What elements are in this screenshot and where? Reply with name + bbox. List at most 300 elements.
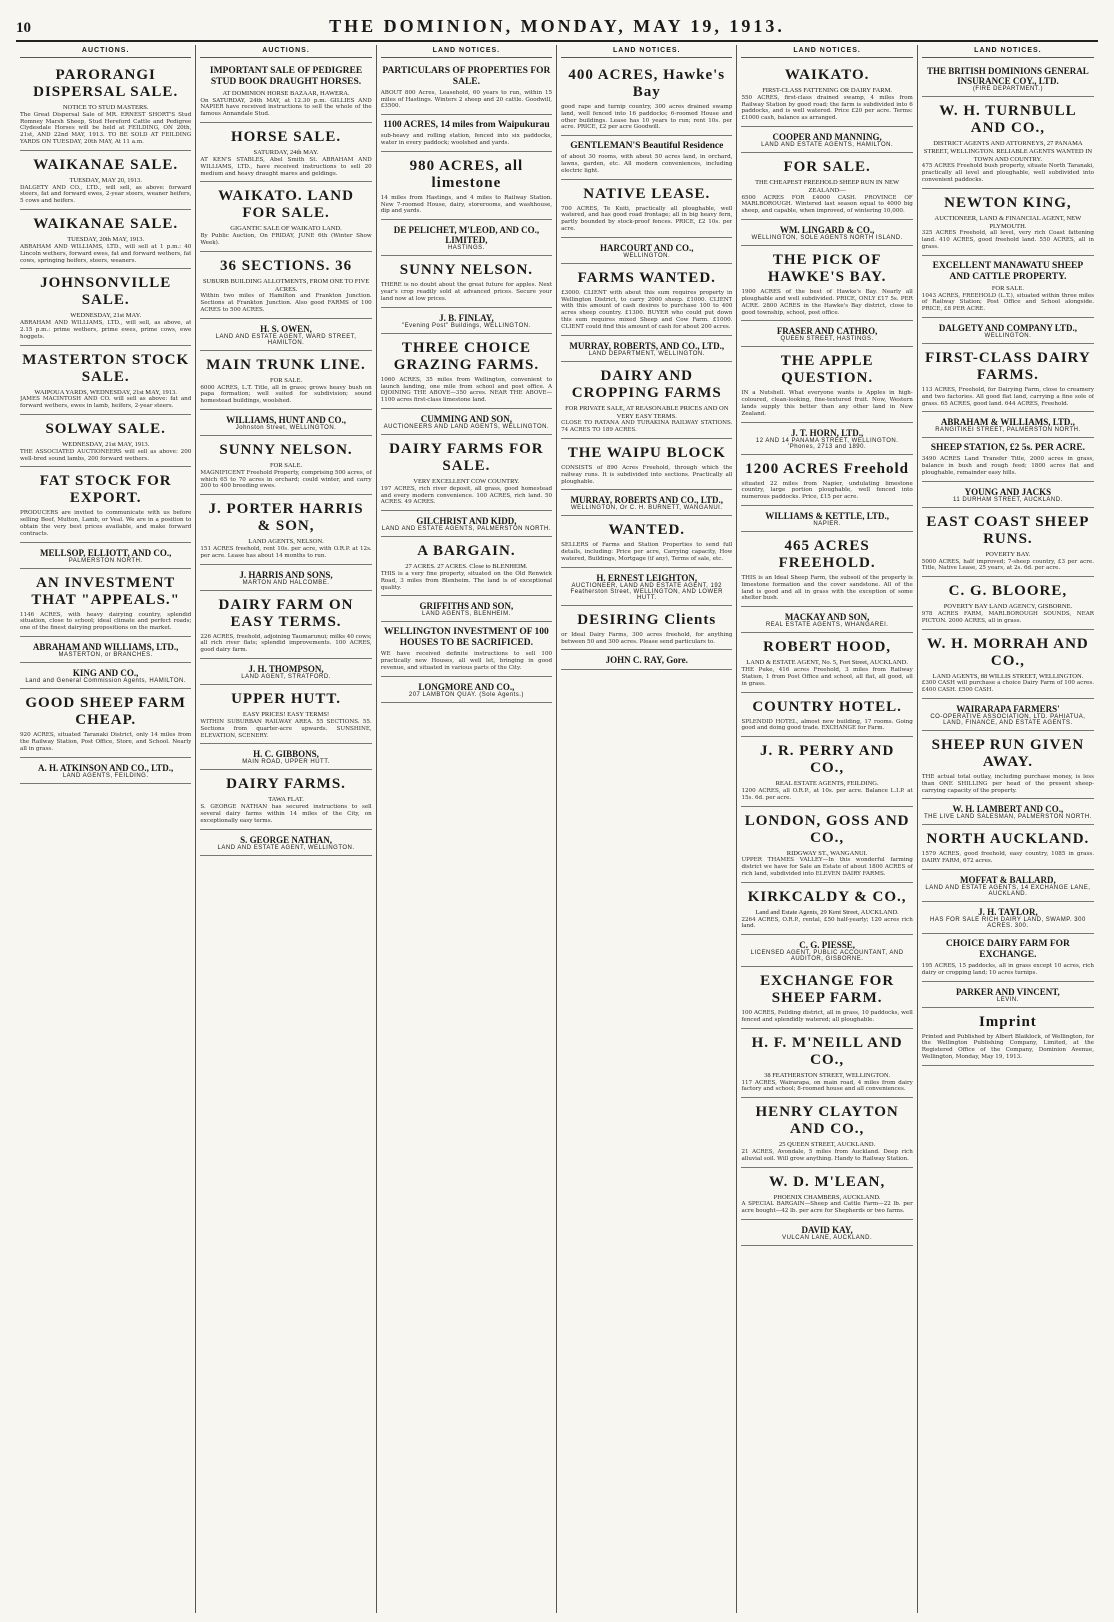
- advertiser-name: H. ERNEST LEIGHTON,: [596, 572, 698, 583]
- advert-headline: WAIKANAE SALE.: [33, 216, 179, 233]
- advertisement: [20, 210, 191, 269]
- advertisement: [741, 693, 912, 738]
- advertiser-name: H. C. GIBBONS,: [253, 749, 319, 760]
- advert-subheading: POVERTY BAY.: [985, 550, 1031, 558]
- advertisement: [381, 677, 552, 703]
- advert-subheading: SATURDAY, 24th MAY.: [253, 149, 319, 157]
- advert-subheading: TUESDAY, 20th MAY, 1913.: [67, 236, 145, 244]
- advertiser-address: 11 DURHAM STREET, AUCKLAND.: [953, 496, 1063, 503]
- advertiser-address: LAND AGENT, STRATFORD.: [241, 674, 331, 681]
- advert-headline: MAIN TRUNK LINE.: [206, 356, 366, 373]
- advertisement: [741, 935, 912, 967]
- column-5: [737, 45, 917, 1613]
- advertisement: [922, 482, 1094, 508]
- advertisement: [922, 731, 1094, 799]
- advert-body-text: THE Puke, 416 acres Freehold, 3 miles from Railway Station, 1 from Post Office and school, all flat, all good, all in grass.: [741, 667, 913, 687]
- advertisement: [561, 568, 732, 606]
- advert-body-text: IN a Nutshell. What everyone wants is Apples in high-coloured, clean-looking, fine-textured fruit. Now, Western lands supply this better than any other land in New Zealand.: [741, 390, 913, 417]
- advert-body-text: £300 CASH will purchase a choice Dairy Farm of 100 acres. £400 CASH. £500 CASH.: [921, 680, 1094, 694]
- advertiser-name: WAIRARAPA FARMERS': [956, 704, 1060, 714]
- advert-subheading: TUESDAY, MAY 20, 1913.: [69, 176, 142, 184]
- section-header-land-notices: LAND NOTICES.: [741, 45, 912, 58]
- advertisement: [922, 577, 1094, 629]
- advertisement: [381, 61, 552, 115]
- advert-subheading: 25 QUEEN STREET, AUCKLAND.: [779, 1141, 876, 1149]
- advert-headline: DAIRY FARMS.: [226, 776, 346, 793]
- advertiser-name: LONGMORE AND CO.,: [418, 681, 515, 692]
- advert-headline: FARMS WANTED.: [577, 269, 716, 286]
- advert-headline: DAIRY AND CROPPING FARMS: [571, 367, 722, 401]
- advert-body-text: 3490 ACRES Land Transfer Title, 2000 acres in grass, balance in bush and rough feed; 1800 acres flat and ploughable, remainder easy hills.: [921, 456, 1094, 476]
- advertiser-name: WM. LINGARD & CO.,: [779, 225, 875, 236]
- advertisement: [561, 264, 732, 336]
- advert-body-text: 1900 ACRES of the best of Hawke's Bay. Nearly all ploughable and well subdivided. PRICE, ONLY £17 5s. PER ACRE. 2800 ACRES in the Hawke's Bay district, close to good township, school, post office.: [741, 289, 913, 316]
- advert-headline: THE APPLE QUESTION.: [780, 353, 874, 387]
- advert-body-text: 197 ACRES, rich river deposit, all grass, good homestead and every modern convenience. 100 ACRES, rich land. 50 ACRES. 49 ACRES.: [380, 485, 553, 506]
- advert-headline: DAIRY FARMS FOR SALE.: [389, 440, 544, 474]
- advert-subheading: 38 FEATHERSTON STREET, WELLINGTON.: [764, 1071, 891, 1079]
- advert-headline: THREE CHOICE GRAZING FARMS.: [393, 339, 540, 373]
- advert-body-text: 325 ACRES Freehold, all level, very rich Coast fattening land. 410 ACRES, good freehold land. 550 ACRES, all in grass.: [921, 230, 1094, 251]
- advertisement: [381, 334, 552, 409]
- advert-body-text: 1146 ACRES, with heavy dairying country, splendid situation, close to school; ideal climate and perfect roads; one of the finest dairying propositions on the market.: [20, 611, 192, 632]
- advert-headline: PARORANGI DISPERSAL SALE.: [33, 67, 179, 100]
- advert-body-text: 978 ACRES FARM, MARLBOROUGH SOUNDS, NEAR PICTON. 2000 ACRES, all in grass.: [921, 610, 1094, 624]
- advert-body-text: 1060 ACRES, 35 miles from Wellington, convenient to launch landing, one mile from school and post office. A DJOINING THE ABOVE—350 acres. NEAR THE ABOVE—1100 acres first-class limestone land.: [380, 376, 553, 404]
- advertisement: [381, 435, 552, 511]
- advertisement: [741, 807, 912, 883]
- advertisement: [561, 180, 732, 238]
- advertisement: [200, 61, 371, 123]
- advertiser-address: LEVIN.: [996, 996, 1019, 1003]
- advertisement: [561, 516, 732, 567]
- advert-subheading: WEDNESDAY, 21st MAY.: [70, 312, 142, 320]
- advertisement: [561, 336, 732, 362]
- advertisement: [561, 606, 732, 651]
- advert-body-text: 226 ACRES, freehold, adjoining Taumarunui; milks 40 cows; all rich river flats; splendid improvements. 100 ACRES, good dairy farm.: [200, 633, 372, 654]
- advertisement: [922, 189, 1094, 256]
- advertisement: [200, 182, 371, 251]
- advert-body-text: THE actual total outlay, including purchase money, is less than ONE SHILLING per head of the present sheep-carrying capacity of the property.: [921, 774, 1094, 794]
- advert-subheading: FOR SALE.: [991, 284, 1024, 292]
- advert-subheading: FOR SALE.: [269, 462, 303, 469]
- section-header-land-notices: LAND NOTICES.: [922, 45, 1094, 58]
- advertiser-name: JOHN C. RAY, Gore.: [605, 655, 688, 666]
- advertisement: [741, 347, 912, 422]
- advertisement: [741, 220, 912, 246]
- advert-subheading: FIRST-CLASS FATTENING OR DAIRY FARM.: [762, 87, 893, 94]
- advert-headline: W. D. M'LEAN,: [769, 1173, 886, 1190]
- advertisement: [200, 770, 371, 829]
- advert-headline: SHEEP STATION, £2 5s. PER ACRE.: [930, 443, 1086, 454]
- advertisement: [200, 351, 371, 410]
- advert-headline: DAIRY FARM ON EASY TERMS.: [218, 596, 354, 630]
- advertiser-name: MURRAY, ROBERTS AND CO., LTD.,: [570, 495, 723, 506]
- advertiser-address: REAL ESTATE AGENTS, WHANGAREI.: [765, 622, 889, 629]
- advertisement: [741, 967, 912, 1029]
- advert-body-text: The Great Dispersal Sale of MR. ERNEST SHORT'S Stud Romney Marsh Sheep, Stud Hereford Cattle and Pedigree Clydesdale Horses will be held at FEILDING, ON 20th, 21st, AND 22nd MAY, 1913. TO BE SOLD AT FEILDING YARDS ON TUESDAY, 20th MAY, At 11 a.m.: [20, 111, 192, 146]
- advert-headline: THE PICK OF HAWKE'S BAY.: [767, 252, 887, 286]
- advert-headline: SOLWAY SALE.: [45, 420, 166, 437]
- advertisement: [20, 415, 191, 467]
- advertisement: [741, 321, 912, 347]
- advertisement: [561, 439, 732, 490]
- advertisement: [381, 152, 552, 220]
- advert-headline: CHOICE DAIRY FARM FOR EXCHANGE.: [945, 939, 1070, 960]
- advertisement: [922, 982, 1094, 1008]
- advertisement: [922, 1008, 1094, 1066]
- advert-body-text: THIS is a very fine property, situated on the Old Renwick Road, 3 miles from Blenheim. The land is of exceptional quality.: [380, 570, 553, 591]
- advertisement: [20, 569, 191, 637]
- columns: [16, 45, 1098, 1613]
- advert-body-text: MAGNIFICENT Freehold Property, comprising 500 acres, of which 65 to 70 acres in orchard; could winter, and carry 200 to 400 breeding ewes.: [200, 469, 372, 490]
- advertisement: [200, 123, 371, 182]
- advertiser-name: DAVID KAY,: [801, 1225, 853, 1236]
- advertisement: [381, 511, 552, 537]
- advertisement: [741, 455, 912, 506]
- advertiser-address: 207 LAMBTON QUAY. (Sole Agents.): [408, 691, 524, 698]
- advert-body-text: SELLERS of Farms and Station Properties to send full details, including: Price per acre, Carrying capacity, How watered, Buildings, Mortgage (if any), Terms of sale, etc.: [561, 542, 733, 563]
- advert-headline: EXCELLENT MANAWATU SHEEP AND CATTLE PROPERTY.: [932, 260, 1084, 282]
- advert-body-text: 1043 ACRES, FREEHOLD (L.T.), situated within three miles of Railway Station; Post Office and School alongside. PRICE, £8 PER ACRE.: [921, 292, 1094, 313]
- advertisement: [741, 883, 912, 935]
- advert-headline: NEWTON KING,: [944, 194, 1072, 211]
- advertiser-name: ABRAHAM & WILLIAMS, LTD.,: [940, 417, 1075, 428]
- advert-headline: LONDON, GOSS AND CO.,: [744, 812, 910, 846]
- advertisement: [741, 607, 912, 633]
- advertiser-address: HASTINGS.: [447, 245, 485, 252]
- advert-body-text: Within two miles of Hamilton and Frankton Junction. Sections at Frankton Junction. Also good FARMS of 100 ACRES to 500 ACRES.: [200, 293, 372, 313]
- section-header-land-notices: LAND NOTICES.: [561, 45, 732, 58]
- section-header-auctions: AUCTIONS.: [200, 45, 371, 58]
- advertiser-name: ABRAHAM AND WILLIAMS, LTD.,: [32, 642, 179, 653]
- advertiser-name: COOPER AND MANNING,: [772, 132, 882, 143]
- advertisement: [381, 220, 552, 256]
- advert-body-text: Printed and Published by Albert Blaiklock, of Wellington, for the Wellington Publishing Company, Limited, at the Registered Office of the Company, Dominion Avenue, Wellington, Monday, May 19, 1913.: [921, 1033, 1094, 1060]
- advert-body-text: 5000 ACRES, half improved; 7-sheep country, £3 per acre. Title, Native Lease, 25 years, at 2s. 6d. per acre.: [921, 558, 1094, 572]
- advertiser-address: NAPIER.: [813, 521, 841, 528]
- advert-subheading: TAWA FLAT.: [268, 796, 304, 804]
- advertiser-address: WELLINGTON, SOLE AGENTS NORTH ISLAND.: [751, 235, 903, 242]
- advertisement: [561, 490, 732, 516]
- advertisement: [561, 61, 732, 136]
- advert-body-text: THIS is an Ideal Sheep Farm, the subsoil of the property is limestone formation and the cover sandstone. All of the land is good and all in grass with the exception of some shelter bush.: [741, 575, 913, 602]
- advertiser-address: RANGITIKEI STREET, PALMERSTON NORTH.: [935, 427, 1081, 434]
- advertiser-address: AUCTIONEER, LAND AND ESTATE AGENT, 192 Featherston Street, WELLINGTON, AND LOWER HUTT.: [570, 582, 723, 601]
- advert-headline: FAT STOCK FOR EXPORT.: [39, 473, 172, 507]
- advertiser-name: HARCOURT AND CO.,: [599, 242, 694, 253]
- advert-headline: 980 ACRES, all limestone: [409, 157, 524, 191]
- advertiser-name: DE PELICHET, M'LEOD, AND CO., LIMITED,: [393, 225, 540, 246]
- advertiser-address: 12 AND 14 PANAMA STREET, WELLINGTON. 'Phones, 2713 and 1890.: [755, 437, 899, 450]
- advert-subheading: LAND AGENTS, 88 WILLIS STREET, WELLINGTON.: [932, 672, 1084, 680]
- advert-body-text: CONSISTS of 890 Acres Freehold, through which the railway runs. It is subdivided into sections. Practically all ploughable.: [561, 464, 733, 485]
- page-number: 10: [16, 20, 31, 36]
- advertisement: [741, 423, 912, 455]
- advert-body-text: ABRAHAM AND WILLIAMS, LTD., will sell, as above, at 2.15 p.m.: prime wethers, prime ewes, prime cows, ewe hoggets.: [20, 320, 192, 340]
- advertiser-address: LAND AND ESTATE AGENT, WELLINGTON.: [217, 844, 355, 851]
- advertisement: [200, 436, 371, 495]
- advert-subheading: GIGANTIC SALE OF WAIKATO LAND.: [230, 225, 342, 233]
- advertiser-address: LAND AND ESTATE AGENT, WARD STREET, HAMILTON.: [215, 333, 357, 346]
- advertisement: [741, 1029, 912, 1098]
- advertiser-name: YOUNG AND JACKS: [964, 486, 1052, 497]
- advert-headline: SUNNY NELSON.: [219, 442, 353, 458]
- advertisement: [922, 318, 1094, 344]
- advertisement: [741, 61, 912, 127]
- advertisement: [200, 830, 371, 856]
- advert-headline: JOHNSONVILLE SALE.: [40, 275, 172, 309]
- advertiser-address: AUCTIONEERS AND LAND AGENTS, WELLINGTON.: [383, 423, 550, 430]
- advert-subheading: DISTRICT AGENTS AND ATTORNEYS, 27 PANAMA STREET, WELLINGTON. RELIABLE AGENTS WANTED IN TOWN AND COUNTRY.: [923, 140, 1093, 163]
- advertisement: [200, 685, 371, 744]
- column-4: [557, 45, 737, 1613]
- advert-headline: 36 SECTIONS. 36: [219, 257, 353, 274]
- advertiser-name: MURRAY, ROBERTS, AND CO., LTD.,: [569, 340, 725, 351]
- advertisement: [381, 409, 552, 435]
- advertisement: [381, 308, 552, 334]
- advert-headline: SHEEP RUN GIVEN AWAY.: [931, 737, 1085, 770]
- advert-headline: AN INVESTMENT THAT "APPEALS.": [31, 574, 180, 608]
- advertisement: [922, 344, 1094, 412]
- advertiser-address: HAS FOR SALE RICH DAIRY LAND, SWAMP. 300 ACRES. 300.: [929, 917, 1086, 930]
- advert-body-text: good rape and turnip country, 300 acres drained swamp land, well fenced into 16 paddocks; 6-roomed House and other buildings. Lease has 10 years to run; rent 10s. per acre. PRICE, £2 per acre Goodwill.: [561, 104, 733, 131]
- advert-body-text: SPLENDID HOTEL, almost new building, 17 rooms. Going good and doing good trade. EXCHANGE for Farm.: [741, 718, 913, 732]
- advert-headline: NORTH AUCKLAND.: [926, 831, 1090, 848]
- advert-subheading: AUCTIONEER, LAND & FINANCIAL AGENT, NEW PLYMOUTH.: [934, 214, 1082, 230]
- advert-headline: NATIVE LEASE.: [583, 185, 711, 202]
- advertisement: [200, 565, 371, 591]
- advert-headline: IMPORTANT SALE OF PEDIGREE STUD BOOK DRAUGHT HORSES.: [209, 66, 363, 87]
- advert-body-text: PRODUCERS are invited to communicate with us before selling Beef, Mutton, Lamb, or Veal. We are in a position to obtain the very best prices available, and make forward contracts.: [20, 510, 192, 537]
- advert-headline: DESIRING Clients: [577, 611, 717, 628]
- advert-headline: H. F. M'NEILL AND CO.,: [751, 1034, 903, 1068]
- advertisement: [200, 252, 371, 319]
- advertiser-name: J. H. TAYLOR,: [978, 907, 1038, 918]
- advertiser-name: PARKER AND VINCENT,: [956, 986, 1060, 997]
- advert-subheading: EASY PRICES! EASY TERMS!: [242, 711, 330, 719]
- advertiser-address: (FIRE DEPARTMENT.): [972, 86, 1043, 92]
- advert-headline: 400 ACRES, Hawke's Bay: [568, 67, 726, 100]
- advert-body-text: sub-heavy and rolling station, fenced into six paddocks, water in every paddock; woolshed and yards.: [380, 133, 553, 147]
- advertisement: [200, 495, 371, 564]
- advert-body-text: 117 ACRES, Wairarapa, on main road, 4 miles from dairy factory and school; 8-roomed house and all conveniences.: [741, 1079, 913, 1093]
- advertiser-address: CO-OPERATIVE ASSOCIATION, LTD. PAHIATUA, LAND, FINANCE, AND ESTATE AGENTS.: [930, 714, 1086, 726]
- advert-body-text: 2264 ACRES, O.R.P., rental, £50 half-yearly; 120 acres rich land.: [741, 916, 913, 930]
- advert-subheading: FOR SALE.: [269, 376, 303, 384]
- advertiser-name: CUMMING AND SON,: [420, 413, 513, 424]
- advert-headline: SUNNY NELSON.: [399, 262, 534, 279]
- advert-body-text: ABOUT 800 Acres, Leasehold, 60 years to run, within 15 miles of Hastings. Winters 2 sheep and 20 cattle. Goodwill, £3500.: [380, 89, 553, 110]
- advertisement: [20, 663, 191, 689]
- advert-body-text: S. GEORGE NATHAN has secured instructions to sell several dairy farms within 14 miles of the City, on exceptionally easy terms.: [200, 804, 372, 824]
- column-6: [918, 45, 1098, 1613]
- advert-body-text: 14 miles from Hastings, and 4 miles to Railway Station. New 7-roomed House, dairy, storerooms, and washhouse, dip and yards.: [380, 194, 553, 215]
- advertisement: [922, 934, 1094, 981]
- advert-headline: GENTLEMAN'S Beautiful Residence: [570, 141, 724, 152]
- advertiser-name: S. GEORGE NATHAN,: [240, 834, 332, 845]
- masthead-title: THE DOMINION, MONDAY, MAY 19, 1913.: [329, 16, 785, 36]
- advertiser-name: H. S. OWEN,: [260, 323, 312, 334]
- advert-body-text: By Public Auction, On FRIDAY, JUNE 6th (Winter Show Week).: [200, 233, 372, 246]
- advertisement: [200, 319, 371, 351]
- advertiser-name: GILCHRIST AND KIDD,: [416, 516, 517, 527]
- advertisement: [922, 630, 1094, 699]
- advertiser-name: DALGETY AND COMPANY LTD.,: [938, 322, 1077, 333]
- advert-headline: WAIKATO. LAND FOR SALE.: [218, 188, 354, 222]
- advertisement: [561, 238, 732, 264]
- advert-subheading: POVERTY BAY LAND AGENCY, GISBORNE.: [943, 603, 1073, 611]
- advert-body-text: 1579 ACRES, good freehold, easy country, 1085 in grass. DAIRY FARM, 672 acres.: [921, 851, 1094, 865]
- advert-body-text: UPPER THAMES VALLEY—In this wonderful farming district we have for Sale an Estate of about 1800 ACRES of rich land, subdivided into ELEVEN DAIRY FARMS.: [741, 857, 913, 877]
- advertisement: [561, 136, 732, 179]
- advertisement: [922, 256, 1094, 318]
- advert-headline: WELLINGTON INVESTMENT OF 100 HOUSES TO BE SACRIFICED.: [384, 627, 549, 649]
- advert-subheading: WAIPOUA YARDS, WEDNESDAY, 21st MAY, 1913.: [34, 388, 177, 396]
- advertiser-name: MACKAY AND SON,: [784, 612, 870, 623]
- advertisement: [922, 97, 1094, 189]
- advert-headline: MASTERTON STOCK SALE.: [22, 351, 190, 385]
- advertisement: [922, 438, 1094, 481]
- advert-headline: 1200 ACRES Freehold: [745, 460, 909, 477]
- advert-headline: COUNTRY HOTEL.: [752, 698, 902, 715]
- advert-body-text: 151 ACRES freehold, rent 10s. per acre, with O.R.P. at 12s. per acre. Lease has about 14 months to run.: [200, 546, 372, 559]
- advertiser-address: LAND AGENTS, FEILDING.: [62, 772, 149, 779]
- advert-subheading: LAND AGENTS, NELSON.: [248, 538, 324, 546]
- advert-body-text: 475 ACRES Freehold bush property, situate North Taranaki, practically all level and ploughable, well subdivided into convenient paddocks.: [921, 163, 1094, 184]
- advert-headline: HORSE SALE.: [230, 129, 342, 146]
- advertisement: [381, 115, 552, 152]
- advertisement: [741, 127, 912, 153]
- advertisement: [922, 508, 1094, 577]
- advertiser-name: FRASER AND CATHRO,: [776, 326, 878, 337]
- advert-body-text: A SPECIAL BARGAIN—Sheep and Cattle Farm—22 lb. per acre bought—42 lb. per acre for Shepherds or two farms.: [741, 1201, 913, 1215]
- advert-body-text: 550 ACRES, first-class drained swamp, 4 miles from Railway Station by good road; the farm is subdivided into 6 paddocks, and is well watered. Price £20 per acre. Terms: £1000 cash, balance as arranged.: [741, 94, 913, 122]
- advertisement: [561, 362, 732, 439]
- advertiser-name: W. H. LAMBERT AND CO.,: [952, 804, 1064, 815]
- advert-headline: HENRY CLAYTON AND CO.,: [755, 1104, 899, 1138]
- advert-body-text: 6500 ACRES FOR £4000 CASH. PROVINCE OF MARLBOROUGH. Wintered last season equal to 4000 big sheep, and capable, when improved, of wintering 10,000.: [741, 194, 913, 215]
- advertiser-address: Johnston Street, WELLINGTON.: [235, 425, 337, 431]
- advert-subheading: AT DOMINION HORSE BAZAAR, HAWERA.: [222, 89, 350, 97]
- advertiser-name: J. T. HORN, LTD.,: [790, 427, 864, 438]
- advert-headline: UPPER HUTT.: [231, 691, 341, 708]
- advertiser-name: MELLSOP, ELLIOTT, AND CO.,: [40, 547, 172, 558]
- advertisement: [922, 61, 1094, 97]
- advert-subheading: Land and Estate Agents, 29 Kent Street, AUCKLAND.: [755, 908, 899, 916]
- advertiser-address: MARTON AND HALCOMBE.: [242, 579, 330, 586]
- advertisement: [20, 269, 191, 345]
- advertisement: [741, 1168, 912, 1220]
- advert-headline: Imprint: [978, 1013, 1037, 1030]
- advertiser-name: J. HARRIS AND SONS,: [239, 569, 333, 580]
- masthead: [16, 12, 1098, 42]
- advertiser-name: C. G. PIESSE,: [799, 940, 855, 951]
- advert-body-text: 113 ACRES, Freehold, for Dairying Farm, close to creamery and two factories. All good flat land, carrying a fine sole of grass. 65 ACRES, good land. 644 ACRES, Freehold.: [921, 386, 1094, 407]
- advertiser-name: THE BRITISH DOMINIONS GENERAL INSURANCE COY., LTD.: [927, 66, 1089, 86]
- advertisement: [922, 412, 1094, 438]
- advertisement: [20, 346, 191, 415]
- advert-body-text: WE have received definite instructions to sell 100 practically new Houses, all well let, bringing in good revenue, and situated in various parts of the City.: [380, 651, 553, 671]
- advert-subheading: REAL ESTATE AGENTS, FEILDING.: [775, 780, 879, 788]
- advert-headline: WANTED.: [608, 522, 686, 539]
- advert-body-text: CLOSE TO RATANA AND TURAKINA RAILWAY STATIONS. 74 ACRES TO 189 ACRES.: [561, 420, 733, 434]
- advertisement: [922, 902, 1094, 934]
- advert-body-text: THERE is no doubt about the great future for apples. Next year's crop readily sold at advanced prices. Secure your land now at low prices.: [380, 282, 553, 302]
- advertisement: [922, 870, 1094, 902]
- advertisement: [381, 256, 552, 307]
- advert-body-text: 100 ACRES, Feilding district, all in grass, 10 paddocks, well fenced and splendidly watered; all ploughable.: [741, 1010, 913, 1024]
- advertisement: [20, 543, 191, 569]
- advert-body-text: On SATURDAY, 24th MAY, at 12.30 p.m. GILLIES AND NAPIER have received instructions to sell the whole of the famous Annandale Stud.: [200, 97, 372, 118]
- advertisement: [922, 825, 1094, 870]
- advert-body-text: 920 ACRES, situated Taranaki District, only 14 miles from the Railway Station, Post Office, Store, and School. Nearly all in grass.: [20, 732, 192, 752]
- advertisement: [741, 506, 912, 532]
- advertiser-name: KING AND CO.,: [72, 668, 139, 679]
- advert-subheading: RIDGWAY ST., WANGANUI.: [786, 849, 868, 857]
- advertisement: [741, 532, 912, 607]
- advert-body-text: 195 ACRES, 15 paddocks, all in grass except 10 acres, rich dairy or cropping land; 10 acres turnips.: [921, 962, 1094, 976]
- advertiser-name: MOFFAT & BALLARD,: [960, 875, 1056, 886]
- advertiser-address: QUEEN STREET, HASTINGS.: [780, 336, 874, 343]
- advert-headline: GOOD SHEEP FARM CHEAP.: [25, 695, 186, 729]
- advertiser-name: GRIFFITHS AND SON,: [419, 601, 514, 612]
- advertisement: [741, 1220, 912, 1246]
- advertisement: [200, 744, 371, 770]
- advert-headline: PARTICULARS OF PROPERTIES FOR SALE.: [382, 66, 551, 87]
- advertisement: [200, 659, 371, 685]
- advert-headline: A BARGAIN.: [417, 543, 516, 560]
- advert-body-text: 1200 ACRES, all O.R.P., at 10s. per acre. Balance L.I.P. at 15s. 6d. per acre.: [741, 787, 913, 801]
- advert-headline: EAST COAST SHEEP RUNS.: [926, 513, 1090, 547]
- column-3: [377, 45, 557, 1613]
- advertisement: [20, 689, 191, 757]
- column-1: [16, 45, 196, 1613]
- advertisement: [20, 637, 191, 663]
- advertiser-address: WELLINGTON.: [984, 332, 1032, 339]
- advert-headline: KIRKCALDY & CO.,: [747, 888, 907, 905]
- advert-headline: C. G. BLOORE,: [948, 583, 1068, 600]
- advert-headline: W. H. MORRAH AND CO.,: [927, 635, 1089, 669]
- advertisement: [20, 61, 191, 151]
- advertiser-address: LAND AGENTS, BLENHEIM.: [422, 611, 511, 618]
- advert-subheading: LAND & ESTATE AGENT, No. 5, Fort Street, AUCKLAND.: [746, 659, 908, 667]
- advertisement: [741, 633, 912, 692]
- advert-headline: W. H. TURNBULL AND CO.,: [939, 103, 1077, 136]
- advert-body-text: ABRAHAM AND WILLIAMS, LTD., will sell at 1 p.m.: 40 Lincoln wethers, forward ewes, fat and forward wethers, fat cows, springing heifers, steers, weaners.: [20, 243, 192, 264]
- advertiser-address: PALMERSTON NORTH.: [68, 557, 143, 564]
- advertiser-name: WILLIAMS, HUNT AND CO.,: [226, 415, 346, 425]
- advertisement: [922, 699, 1094, 731]
- advert-headline: ROBERT HOOD,: [763, 639, 892, 656]
- advertisement: [20, 467, 191, 542]
- advertiser-address: WELLINGTON, Or C. H. BURNETT, WANGANUI.: [571, 505, 723, 512]
- advertisement: [741, 153, 912, 220]
- advert-headline: 1100 ACRES, 14 miles from Waipukurau: [383, 120, 550, 131]
- advertiser-address: THE LIVE LAND SALESMAN, PALMERSTON NORTH.: [923, 814, 1092, 821]
- advert-headline: WAIKATO.: [784, 67, 870, 83]
- advert-body-text: WITHIN SUBURBAN RAILWAY AREA. 55 SECTIONS. 55. Sections from quarter-acre upwards. SUNSHINE, ELEVATION, SCENERY.: [200, 718, 372, 739]
- advert-body-text: situated 22 miles from Napier, undulating limestone country, large portion ploughable, well fenced into numerous paddocks. Price, £15 per acre.: [741, 480, 913, 501]
- advertiser-address: MAIN ROAD, UPPER HUTT.: [242, 759, 330, 766]
- advert-subheading: 27 ACRES. 27 ACRES. Close to BLENHEIM.: [405, 563, 528, 571]
- advert-headline: EXCHANGE FOR SHEEP FARM.: [760, 973, 895, 1007]
- advert-headline: J. PORTER HARRIS & SON,: [208, 501, 364, 535]
- advert-body-text: of about 30 rooms, with about 50 acres land, in orchard, lawns, garden, etc. All modern conveniences, including electric light.: [561, 154, 733, 174]
- advert-headline: THE WAIPU BLOCK: [567, 444, 726, 461]
- advertiser-address: "Evening Post" Buildings, WELLINGTON.: [402, 322, 531, 329]
- advert-subheading: WEDNESDAY, 21st MAY, 1913.: [62, 440, 150, 448]
